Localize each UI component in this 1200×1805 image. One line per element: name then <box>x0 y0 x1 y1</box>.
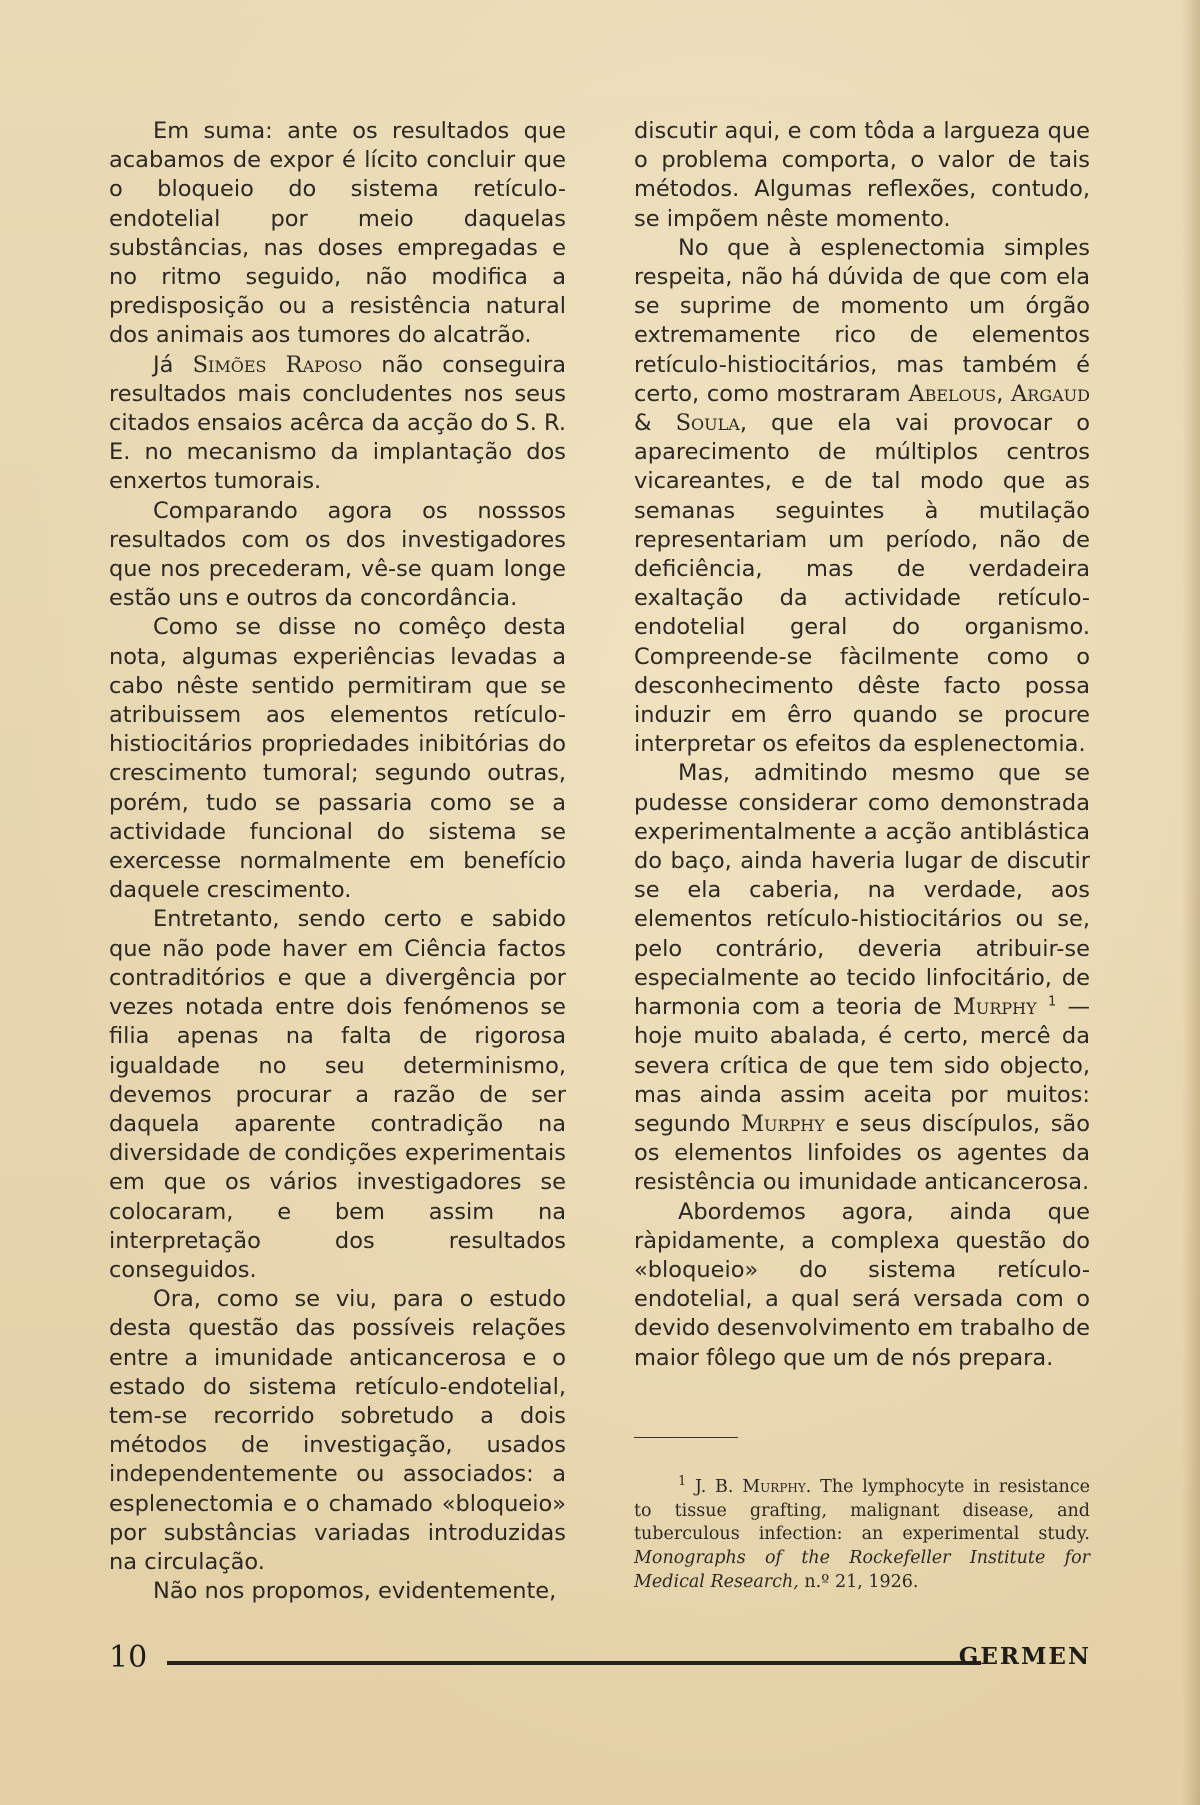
footnote-text: . The lymphocyte in resistance to tissue grafting, malignant disease, and tuberculous infection: an experimental study. <box>634 1477 1090 1545</box>
footnote-number: 1 <box>678 1474 687 1490</box>
footnote-separator <box>634 1437 738 1438</box>
paragraph <box>109 351 566 497</box>
paragraph-text: , que ela vai provocar o aparecimento de múltiplos centros vicareantes, e de tal modo que as semanas seguintes à mutilação representariam um período, não de deficiência, mas de verdadeira exaltação da actividade retículo-endotelial geral do organismo. Compreende-se fàcilmente como o desconhecimento dêste facto possa induzir em êrro quando se procure interpretar os efeitos da esplenectomia. <box>634 410 1090 758</box>
footnote-journal: Monographs of the Rockefeller Institute for Medical Research, <box>634 1548 1090 1592</box>
paragraph: discutir aqui, e com tôda a largueza que o problema comporta, o valor de tais métodos. Algumas reflexões, contudo, se impõem nêste momento. <box>634 118 1090 232</box>
paragraph: Comparando agora os nosssos resultados com os dos investigadores que nos precederam, vê-se quam longe estão uns e outros da concordância. <box>109 497 566 612</box>
left-column <box>109 117 566 1606</box>
author-name: Murphy <box>952 994 1037 1021</box>
paragraph: Ora, como se viu, para o estudo desta questão das possíveis relações entre a imunidade anticancerosa e o estado do sistema retículo-endotelial, tem-se recorrido sobretudo a dois métodos de investigação, usados independentemente ou associados: a esplenectomia e o chamado «bloqueio» por substâncias variadas introduzidas na circulação. <box>109 1286 566 1575</box>
author-name: Argaud <box>1011 380 1090 407</box>
paragraph-text: & <box>634 410 676 437</box>
paragraph <box>634 759 1090 1197</box>
paragraph: Entretanto, sendo certo e sabido que não pode haver em Ciência factos contraditórios e que a divergência por vezes notada entre dois fenómenos se filia apenas na falta de rigorosa igualdade no seu determinismo, devemos procurar a razão de ser daquela aparente contradição na diversidade de condições experimentais em que os vários investigadores se colocaram, e bem assim na interpretação dos resultados conseguidos. <box>109 906 566 1283</box>
paragraph: Não nos propomos, evidentemente, <box>153 1578 557 1605</box>
page-footer <box>109 1640 1091 1680</box>
paragraph: Em suma: ante os resultados que acabamos de expor é lícito concluir que o bloqueio do sistema retículo-endotelial por meio daquelas substâncias, nas doses empregadas e no ritmo seguido, não modifica a predisposição ou a resistência natural dos animais aos tumores do alcatrão. <box>109 118 566 349</box>
footnote-author: Murphy <box>742 1477 806 1497</box>
page-edge-shadow <box>1182 0 1200 1805</box>
footnote-text: n.º 21, 1926. <box>798 1571 919 1592</box>
footnote <box>634 1476 1090 1595</box>
paragraph-text: e seus discípulos, são os elementos linfoides os agentes da resistência ou imunidade anticancerosa. <box>634 1110 1090 1196</box>
paragraph-text: No que à esplenectomia simples respeita, não há dúvida de que com ela se suprime de momento um órgão extremamente rico de elementos retículo-histiocitários, mas também é certo, como mostraram <box>634 234 1090 407</box>
paragraph-text: Já <box>153 351 193 378</box>
author-name: Abelous <box>908 380 997 407</box>
footer-rule <box>167 1661 981 1665</box>
footnote-text: J. B. <box>686 1477 743 1497</box>
journal-name: GERMEN <box>958 1643 1091 1670</box>
paragraph-text: — hoje muito abalada, é certo, mercê da severa crítica de que tem sido objecto, mas ainda assim aceita por muitos: segundo <box>634 994 1091 1137</box>
paragraph: Abordemos agora, ainda que ràpidamente, a complexa questão do «bloqueio» do sistema retículo-endotelial, a qual será versada com o devido desenvolvimento em trabalho de maior fôlego que um de nós prepara. <box>634 1198 1090 1371</box>
paragraph-text: Mas, admitindo mesmo que se pudesse considerar como demonstrada experimentalmente a acção antiblástica do baço, ainda haveria lugar de discutir se ela caberia, na verdade, aos elementos retículo-histiocitários ou se, pelo contrário, deveria atribuir-se especialmente ao tecido linfocitário, de harmonia com a teoria de <box>634 760 1090 1021</box>
paragraph: Como se disse no comêço desta nota, algumas experiências levadas a cabo nêste sentido permitiram que se atribuissem aos elementos retículo-histiocitários propriedades inibitórias do crescimento tumoral; segundo outras, porém, tudo se passaria como se a actividade funcional do sistema se exercesse normalmente em benefício daquele crescimento. <box>109 614 566 904</box>
author-name: Soula <box>675 410 740 437</box>
page-number: 10 <box>109 1640 148 1675</box>
paragraph-text: não conseguira resultados mais concludentes nos seus citados ensaios acêrca da acção do S. R. E. no mecanismo da implantação dos enxertos tumorais. <box>109 351 567 495</box>
author-name: Simões Raposo <box>192 351 363 378</box>
right-column <box>634 117 1090 1373</box>
footnote-mark: 1 <box>1047 994 1057 1010</box>
author-name: Murphy <box>740 1110 825 1137</box>
paragraph-text: , <box>996 380 1012 407</box>
paragraph <box>634 234 1090 760</box>
